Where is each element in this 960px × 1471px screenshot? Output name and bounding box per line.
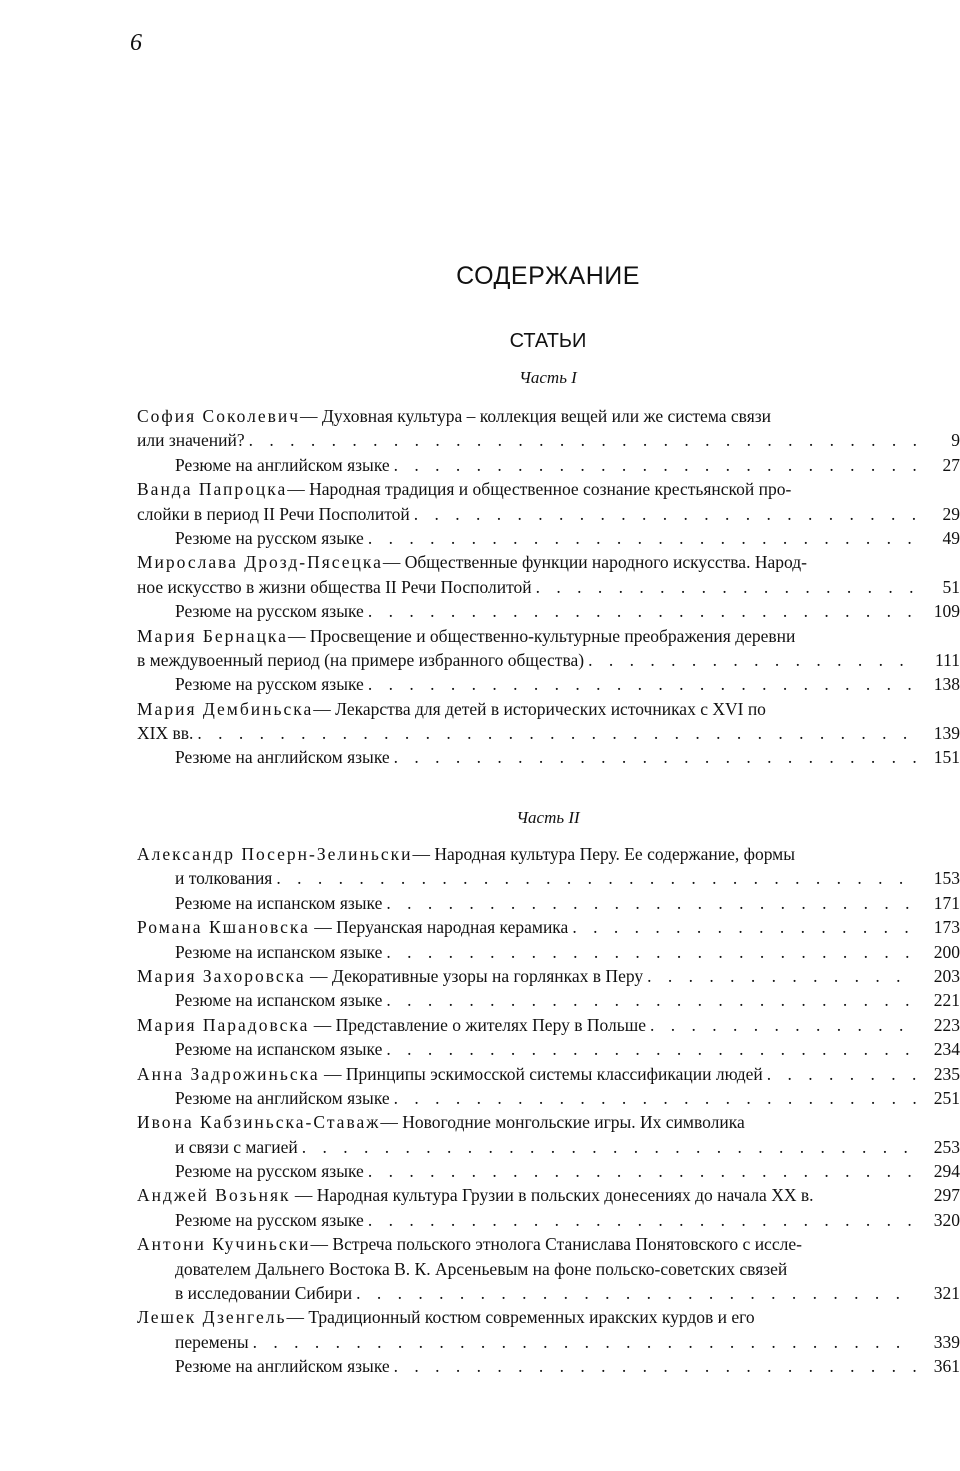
toc-part-two xyxy=(137,842,960,1379)
toc-entry-line xyxy=(137,648,960,672)
toc-resume-text: Резюме на английском языке xyxy=(175,747,390,768)
toc-entry-line xyxy=(137,866,960,890)
toc-resume-line xyxy=(137,745,960,769)
toc-author: Романа Кшановска xyxy=(137,917,310,938)
dot-leader xyxy=(356,1281,916,1305)
toc-title-text: в междувоенный период (на примере избранного общества) xyxy=(137,649,585,670)
dot-leader xyxy=(394,1354,916,1378)
toc-resume-text: Резюме на испанском языке xyxy=(175,892,383,913)
toc-entry-line xyxy=(137,721,960,745)
toc-title-text: — Лекарства для детей в исторических источниках с XVI по xyxy=(313,698,766,719)
toc-page-number: 111 xyxy=(935,649,960,670)
toc-resume-line xyxy=(137,526,960,550)
toc-page-number: 171 xyxy=(933,892,960,913)
toc-resume-line xyxy=(137,599,960,623)
toc-resume-text: Резюме на испанском языке xyxy=(175,990,383,1011)
toc-page-number: 9 xyxy=(951,430,960,451)
toc-author: София Соколевич xyxy=(137,406,301,426)
toc-page-number: 235 xyxy=(933,1063,960,1084)
toc-title-text: — Перуанская народная керамика xyxy=(314,917,569,938)
toc-resume-line xyxy=(137,1086,960,1110)
dot-leader xyxy=(386,891,916,915)
toc-entry-line xyxy=(137,915,960,939)
dot-leader xyxy=(647,964,916,988)
toc-title-text: XIX вв. xyxy=(137,723,194,744)
toc-entry-line xyxy=(137,697,960,721)
toc-page-number: 223 xyxy=(933,1014,960,1035)
toc-title-text: — Просвещение и общественно-культурные преображения деревни xyxy=(287,625,796,646)
dot-leader xyxy=(386,988,916,1012)
toc-resume-text: Резюме на испанском языке xyxy=(175,1039,383,1060)
toc-author: Антони Кучиньски xyxy=(137,1234,311,1255)
dot-leader xyxy=(386,1037,916,1061)
dot-leader xyxy=(368,599,916,623)
toc-page-number: 153 xyxy=(933,868,960,889)
toc-entry-line xyxy=(137,428,960,452)
toc-resume-line xyxy=(137,891,960,915)
toc-resume-line xyxy=(137,988,960,1012)
toc-title-text: дователем Дальнего Востока В. К. Арсеньевым на фоне польско-советских связей xyxy=(175,1258,788,1279)
toc-entry-line xyxy=(137,1330,960,1354)
toc-title-text: и связи с магией xyxy=(175,1136,298,1157)
toc-resume-text: Резюме на английском языке xyxy=(175,454,390,475)
toc-page-number: 138 xyxy=(933,674,960,695)
toc-title-text: — Представление о жителях Перу в Польше xyxy=(313,1014,646,1035)
dot-leader xyxy=(588,648,916,672)
toc-page-number: 361 xyxy=(933,1356,960,1377)
toc-page-number: 339 xyxy=(933,1331,960,1352)
toc-page-number: 251 xyxy=(933,1087,960,1108)
toc-page-number: 173 xyxy=(933,917,960,938)
toc-title-text: ное искусство в жизни общества II Речи Посполитой xyxy=(137,576,532,597)
toc-author: Анджей Возьняк xyxy=(137,1185,291,1206)
toc-entry-line xyxy=(137,1135,960,1159)
toc-title-text: или значений? xyxy=(137,430,245,451)
toc-entry-line xyxy=(137,1062,960,1086)
part-one-heading: Часть I xyxy=(519,368,577,387)
toc-author: Ванда Папроцка xyxy=(137,479,288,500)
dot-leader xyxy=(302,1135,916,1159)
toc-page-number: 294 xyxy=(933,1161,960,1182)
toc-entry-line xyxy=(137,842,960,866)
page-title: СОДЕРЖАНИЕ xyxy=(456,262,640,290)
toc-title-text: слойки в период II Речи Посполитой xyxy=(137,503,410,524)
toc-resume-line xyxy=(137,1354,960,1378)
toc-resume-text: Резюме на английском языке xyxy=(175,1087,390,1108)
toc-title-text: — Принципы эскимосской системы классификации людей xyxy=(323,1063,763,1084)
toc-author: Мирослава Дрозд-Пясецка xyxy=(137,552,383,573)
toc-resume-line xyxy=(137,1208,960,1232)
toc-entry-line xyxy=(137,1013,960,1037)
toc-author: Мария Захоровска xyxy=(137,965,306,986)
dot-leader xyxy=(394,745,916,769)
toc-title-text: в исследовании Сибири xyxy=(175,1283,353,1304)
toc-entry-line xyxy=(137,1232,960,1256)
toc-entry-line xyxy=(137,1183,960,1207)
dot-leader xyxy=(767,1062,916,1086)
dot-leader xyxy=(394,453,916,477)
toc-page-number: 297 xyxy=(933,1185,960,1206)
toc-entry-line xyxy=(137,1110,960,1134)
toc-resume-line xyxy=(137,940,960,964)
toc-entry-line xyxy=(137,1257,960,1281)
dot-leader xyxy=(386,940,916,964)
dot-leader xyxy=(650,1013,916,1037)
toc-page-number: 200 xyxy=(933,941,960,962)
toc-page-number: 321 xyxy=(933,1283,960,1304)
toc-author: Анна Задрожиньска xyxy=(137,1063,320,1084)
toc-resume-line xyxy=(137,672,960,696)
toc-page-number: 253 xyxy=(933,1136,960,1157)
toc-page-number: 203 xyxy=(933,965,960,986)
toc-entry-line xyxy=(137,477,960,501)
toc-page-number: 109 xyxy=(933,601,960,622)
toc-part-one xyxy=(137,404,960,770)
dot-leader xyxy=(197,721,916,745)
toc-title-text: — Декоративные узоры на горлянках в Перу xyxy=(310,965,644,986)
dot-leader xyxy=(572,915,916,939)
toc-author: Александр Посерн-Зелиньски xyxy=(137,844,413,864)
toc-title-text: перемены xyxy=(175,1331,249,1352)
toc-resume-text: Резюме на русском языке xyxy=(175,527,364,548)
toc-resume-text: Резюме на испанском языке xyxy=(175,941,383,962)
dot-leader xyxy=(414,502,916,526)
toc-resume-line xyxy=(137,1037,960,1061)
section-subtitle: СТАТЬИ xyxy=(509,330,587,352)
toc-entry-line xyxy=(137,624,960,648)
toc-title-text: — Народная культура Грузии в польских донесениях до начала XX в. xyxy=(294,1185,814,1206)
dot-leader xyxy=(276,866,916,890)
page-number: 6 xyxy=(130,30,142,56)
toc-title-text: — Духовная культура – коллекция вещей или же система связи xyxy=(300,406,772,426)
toc-title-text: — Народная культура Перу. Ее содержание, формы xyxy=(412,844,796,864)
dot-leader xyxy=(394,1086,916,1110)
dot-leader xyxy=(368,672,916,696)
toc-page-number: 49 xyxy=(942,527,960,548)
toc-page-number: 221 xyxy=(933,990,960,1011)
toc-page-number: 151 xyxy=(933,747,960,768)
toc-resume-text: Резюме на английском языке xyxy=(175,1356,390,1377)
toc-author: Лешек Дзенгель xyxy=(137,1307,287,1328)
toc-entry-line xyxy=(137,502,960,526)
toc-entry-line xyxy=(137,404,960,428)
toc-title-text: и толкования xyxy=(175,868,273,889)
dot-leader xyxy=(249,428,916,452)
toc-author: Ивона Кабзиньска-Ставаж xyxy=(137,1112,381,1133)
toc-page-number: 29 xyxy=(942,503,960,524)
part-two-heading: Часть II xyxy=(516,808,580,827)
toc-entry-line xyxy=(137,1281,960,1305)
toc-resume-text: Резюме на русском языке xyxy=(175,1161,364,1182)
toc-author: Мария Парадовска xyxy=(137,1014,310,1035)
toc-author: Мария Дембиньска xyxy=(137,698,314,719)
toc-title-text: — Традиционный костюм современных иракских курдов и его xyxy=(286,1307,755,1328)
dot-leader xyxy=(368,526,916,550)
toc-title-text: — Встреча польского этнолога Станислава Понятовского с иссле- xyxy=(310,1234,802,1255)
dot-leader xyxy=(536,575,916,599)
toc-resume-line xyxy=(137,1159,960,1183)
toc-resume-text: Резюме на русском языке xyxy=(175,601,364,622)
toc-title-text: — Народная традиция и общественное сознание крестьянской про- xyxy=(287,479,792,500)
toc-page-number: 27 xyxy=(942,454,960,475)
toc-entry-line xyxy=(137,575,960,599)
toc-page-number: 320 xyxy=(933,1209,960,1230)
toc-title-text: — Общественные функции народного искусства. Народ- xyxy=(382,552,807,573)
toc-author: Мария Бернацка xyxy=(137,625,288,646)
toc-page-number: 234 xyxy=(933,1039,960,1060)
dot-leader xyxy=(368,1159,916,1183)
toc-resume-text: Резюме на русском языке xyxy=(175,1209,364,1230)
toc-entry-line xyxy=(137,1305,960,1329)
toc-resume-text: Резюме на русском языке xyxy=(175,674,364,695)
toc-entry-line xyxy=(137,550,960,574)
toc-page-number: 51 xyxy=(942,576,960,597)
toc-resume-line xyxy=(137,453,960,477)
toc-page-number: 139 xyxy=(933,723,960,744)
dot-leader xyxy=(253,1330,916,1354)
toc-entry-line xyxy=(137,964,960,988)
toc-title-text: — Новогодние монгольские игры. Их символика xyxy=(380,1112,745,1133)
dot-leader xyxy=(368,1208,916,1232)
